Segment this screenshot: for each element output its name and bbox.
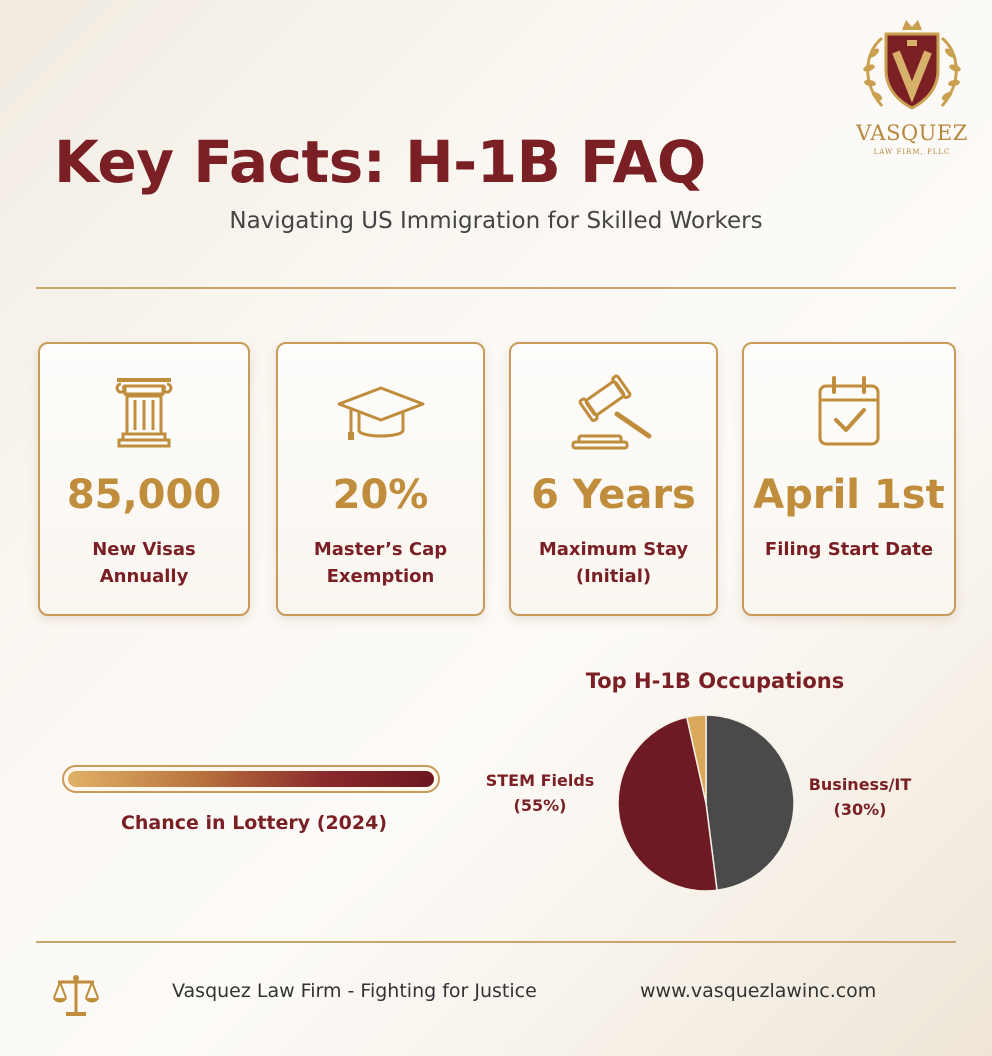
- graduation-cap-icon: [335, 374, 427, 450]
- bottom-divider: [36, 941, 956, 943]
- stat-value: 20%: [332, 472, 429, 518]
- stat-card-visas: [38, 342, 250, 616]
- gavel-icon: [569, 374, 659, 450]
- slice-name: STEM Fields: [485, 771, 595, 790]
- pillar-icon: [111, 374, 177, 450]
- page-title: Key Facts: H-1B FAQ: [54, 128, 706, 196]
- pie-label-stem: [470, 768, 610, 818]
- pie-slice-business-it: [706, 715, 794, 890]
- stat-value: 85,000: [66, 472, 222, 518]
- slice-percent: (55%): [513, 796, 567, 815]
- footer-website-link[interactable]: www.vasquezlawinc.com: [640, 980, 877, 1002]
- crest-icon: [852, 18, 972, 118]
- page-subtitle: Navigating US Immigration for Skilled Workers: [229, 208, 763, 234]
- stat-card-filing: [742, 342, 956, 616]
- chart-title: Top H-1B Occupations: [585, 669, 845, 693]
- logo-subtitle: LAW FIRM, PLLC: [873, 148, 951, 156]
- stat-label: Maximum Stay (Initial): [538, 539, 689, 587]
- pie-label-business: [800, 772, 920, 822]
- stat-label: Filing Start Date: [764, 539, 934, 560]
- stat-value: 6 Years: [531, 472, 696, 518]
- slice-name: Business/IT: [808, 775, 912, 794]
- stat-label: Master’s Cap Exemption: [313, 539, 448, 587]
- footer-tagline: Vasquez Law Firm - Fighting for Justice: [172, 980, 537, 1002]
- calendar-check-icon: [814, 374, 884, 450]
- logo-name: VASQUEZ: [856, 121, 968, 145]
- stat-label: New Visas Annually: [92, 539, 196, 587]
- lottery-progress-fill: [68, 771, 434, 787]
- stat-value: April 1st: [753, 472, 945, 518]
- slice-percent: (30%): [833, 800, 887, 819]
- scales-icon: [50, 972, 102, 1018]
- firm-logo: [852, 18, 972, 156]
- top-divider: [36, 287, 956, 289]
- occupations-pie-chart: [616, 713, 796, 893]
- stat-card-stay: [509, 342, 718, 616]
- lottery-progress-label: Chance in Lottery (2024): [120, 812, 388, 834]
- lottery-progress-bar: [62, 765, 440, 793]
- stat-card-masters: [276, 342, 485, 616]
